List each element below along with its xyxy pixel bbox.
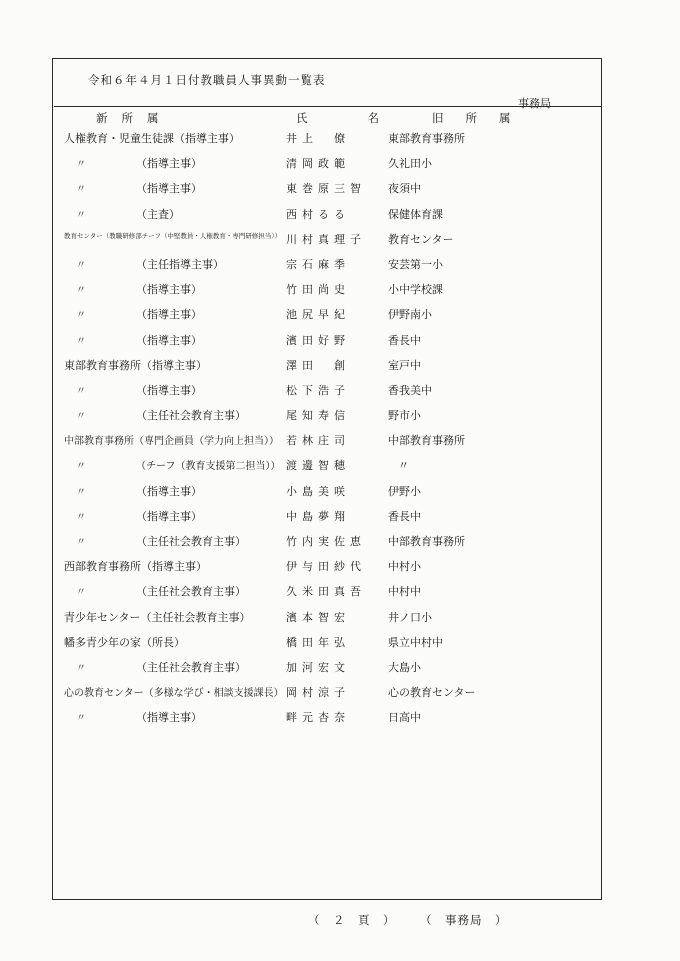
new-affiliation-text: 東部教育事務所（指導主事） xyxy=(64,358,207,372)
list-item xyxy=(0,380,680,405)
employee-name: 松下浩子 xyxy=(286,383,350,397)
new-affiliation xyxy=(64,508,284,524)
employee-name: 竹田尚史 xyxy=(286,283,350,297)
new-affiliation-text: （チーフ（教育支援第二担当）） xyxy=(136,461,281,473)
employee-name: 西村るる xyxy=(286,207,350,221)
new-affiliation xyxy=(64,709,284,725)
employee-name: 竹内実佐恵 xyxy=(286,535,366,548)
list-item xyxy=(0,254,680,279)
new-affiliation xyxy=(64,684,284,699)
list-item xyxy=(0,229,680,254)
new-affiliation-text: 西部教育事務所（指導主事） xyxy=(64,560,207,574)
document-title: 令和６年４月１日付教職員人事異動一覧表 xyxy=(88,73,326,87)
ditto-mark: 〃 xyxy=(76,335,86,347)
new-affiliation xyxy=(64,609,284,625)
old-affiliation: 〃 xyxy=(398,459,409,473)
old-affiliation: 室戸中 xyxy=(388,358,421,372)
employee-name: 渡邊智穂 xyxy=(286,459,350,473)
new-affiliation-text: （指導主事） xyxy=(136,383,202,397)
new-affiliation xyxy=(64,407,284,423)
ditto-mark: 〃 xyxy=(76,209,86,221)
list-item xyxy=(0,128,680,153)
old-affiliation: 心の教育センター xyxy=(388,686,476,700)
new-affiliation xyxy=(64,483,284,499)
old-affiliation: 中部教育事務所 xyxy=(388,535,465,548)
ditto-mark: 〃 xyxy=(76,184,86,196)
ditto-mark: 〃 xyxy=(76,662,86,674)
list-item xyxy=(0,707,680,732)
new-affiliation xyxy=(64,155,284,171)
old-affiliation: 県立中村中 xyxy=(388,635,443,649)
list-item xyxy=(0,204,680,229)
old-affiliation: 日高中 xyxy=(388,711,421,725)
header-divider xyxy=(54,106,602,107)
list-item xyxy=(0,330,680,355)
old-affiliation: 教育センター xyxy=(388,232,454,246)
old-affiliation: 香長中 xyxy=(388,333,421,347)
employee-name: 岡村涼子 xyxy=(286,686,350,700)
department-label: 事務局 xyxy=(518,97,551,110)
new-affiliation xyxy=(64,357,284,373)
employee-name: 井上 僚 xyxy=(286,132,350,145)
employee-name: 加河宏文 xyxy=(286,660,350,674)
old-affiliation: 東部教育事務所 xyxy=(388,132,465,145)
new-affiliation xyxy=(64,634,284,650)
new-affiliation xyxy=(64,432,284,447)
ditto-mark: 〃 xyxy=(76,259,86,271)
ditto-mark: 〃 xyxy=(76,285,86,297)
new-affiliation-text: 青少年センター（主任社会教育主事） xyxy=(64,610,251,624)
employee-name: 池尻早紀 xyxy=(286,308,350,322)
list-item xyxy=(0,607,680,632)
new-affiliation xyxy=(64,231,284,240)
new-affiliation xyxy=(64,206,284,222)
list-item xyxy=(0,481,680,506)
old-affiliation: 伊野南小 xyxy=(388,308,432,322)
ditto-mark: 〃 xyxy=(76,310,86,322)
employee-name: 澤田 創 xyxy=(286,358,350,372)
new-affiliation-text: （主査） xyxy=(136,207,180,221)
employee-name: 濱田好野 xyxy=(286,333,350,347)
new-affiliation xyxy=(64,382,284,398)
new-affiliation xyxy=(64,659,284,675)
ditto-mark: 〃 xyxy=(76,159,86,171)
old-affiliation: 保健体育課 xyxy=(388,207,443,221)
new-affiliation-text: 人権教育・児童生徒課（指導主事） xyxy=(64,132,240,145)
ditto-mark: 〃 xyxy=(76,461,86,473)
old-affiliation: 中村小 xyxy=(388,560,421,574)
new-affiliation-text: 心の教育センター（多様な学び・相談支援課長） xyxy=(64,688,284,700)
new-affiliation-text: （主任社会教育主事） xyxy=(136,409,246,423)
old-affiliation: 大島小 xyxy=(388,660,421,674)
new-affiliation xyxy=(64,281,284,297)
employee-name: 小島美咲 xyxy=(286,484,350,498)
list-item xyxy=(0,657,680,682)
list-item xyxy=(0,581,680,606)
old-affiliation: 野市小 xyxy=(388,409,421,423)
old-affiliation: 夜須中 xyxy=(388,182,421,196)
ditto-mark: 〃 xyxy=(76,385,86,397)
new-affiliation xyxy=(64,583,284,599)
header-name: 氏名 xyxy=(296,111,439,125)
new-affiliation-text: （指導主事） xyxy=(136,509,202,523)
new-affiliation-text: （指導主事） xyxy=(136,283,202,297)
employee-name: 尾知寿信 xyxy=(286,409,350,423)
ditto-mark: 〃 xyxy=(76,587,86,599)
list-item xyxy=(0,355,680,380)
new-affiliation xyxy=(64,130,284,146)
list-item xyxy=(0,506,680,531)
old-affiliation: 香我美中 xyxy=(388,383,432,397)
new-affiliation-text: （主任指導主事） xyxy=(136,257,224,271)
old-affiliation: 中部教育事務所 xyxy=(388,434,465,448)
list-item xyxy=(0,682,680,707)
old-affiliation: 安芸第一小 xyxy=(388,257,443,271)
employee-name: 久米田真吾 xyxy=(286,585,366,599)
ditto-mark: 〃 xyxy=(76,486,86,498)
new-affiliation xyxy=(64,457,284,472)
old-affiliation: 伊野小 xyxy=(388,484,421,498)
list-item xyxy=(0,279,680,304)
employee-name: 若林庄司 xyxy=(286,434,350,448)
new-affiliation-text: 教育センター（教職研修部チーフ（中堅教員・人権教育・専門研修担当）） xyxy=(64,231,282,240)
new-affiliation xyxy=(64,306,284,322)
personnel-list xyxy=(0,128,680,733)
ditto-mark: 〃 xyxy=(76,537,86,548)
new-affiliation-text: （指導主事） xyxy=(136,484,202,498)
new-affiliation xyxy=(64,256,284,272)
employee-name: 中島夢翔 xyxy=(286,509,350,523)
footer-department: （ 事務局 ） xyxy=(420,913,508,927)
employee-name: 東巻原三智 xyxy=(286,182,366,196)
header-new-affiliation: 新所属 xyxy=(96,111,173,125)
new-affiliation-text: （主任社会教育主事） xyxy=(136,660,246,674)
new-affiliation-text: （主任社会教育主事） xyxy=(136,585,246,599)
employee-name: 畔元杏奈 xyxy=(286,711,350,725)
page-number: （ ２ 頁 ） xyxy=(308,913,396,927)
list-item xyxy=(0,405,680,430)
new-affiliation-text: 中部教育事務所（専門企画員（学力向上担当）） xyxy=(64,436,279,448)
list-item xyxy=(0,556,680,581)
new-affiliation-text: （主任社会教育主事） xyxy=(136,535,246,548)
new-affiliation xyxy=(64,533,284,549)
employee-name: 伊与田紗代 xyxy=(286,560,366,574)
list-item xyxy=(0,531,680,556)
list-item xyxy=(0,178,680,203)
new-affiliation-text: （指導主事） xyxy=(136,308,202,322)
list-item xyxy=(0,304,680,329)
employee-name: 橋田年弘 xyxy=(286,635,350,649)
ditto-mark: 〃 xyxy=(76,411,86,423)
old-affiliation: 香長中 xyxy=(388,509,421,523)
employee-name: 清岡政範 xyxy=(286,157,350,171)
new-affiliation-text: （指導主事） xyxy=(136,333,202,347)
new-affiliation xyxy=(64,558,284,574)
new-affiliation xyxy=(64,180,284,196)
list-item xyxy=(0,153,680,178)
list-item xyxy=(0,632,680,657)
new-affiliation-text: （指導主事） xyxy=(136,157,202,171)
ditto-mark: 〃 xyxy=(76,511,86,523)
header-old-affiliation: 旧所属 xyxy=(432,111,533,125)
old-affiliation: 久礼田小 xyxy=(388,157,432,171)
new-affiliation-text: （指導主事） xyxy=(136,711,202,725)
new-affiliation xyxy=(64,332,284,348)
employee-name: 川村真理子 xyxy=(286,232,366,246)
old-affiliation: 井ノ口小 xyxy=(388,610,432,624)
ditto-mark: 〃 xyxy=(76,713,86,725)
old-affiliation: 中村中 xyxy=(388,585,421,599)
list-item xyxy=(0,455,680,480)
list-item xyxy=(0,430,680,455)
old-affiliation: 小中学校課 xyxy=(388,283,443,297)
new-affiliation-text: （指導主事） xyxy=(136,182,202,196)
employee-name: 濱本智宏 xyxy=(286,610,350,624)
new-affiliation-text: 幡多青少年の家（所長） xyxy=(64,635,185,649)
employee-name: 宗石麻季 xyxy=(286,257,350,271)
